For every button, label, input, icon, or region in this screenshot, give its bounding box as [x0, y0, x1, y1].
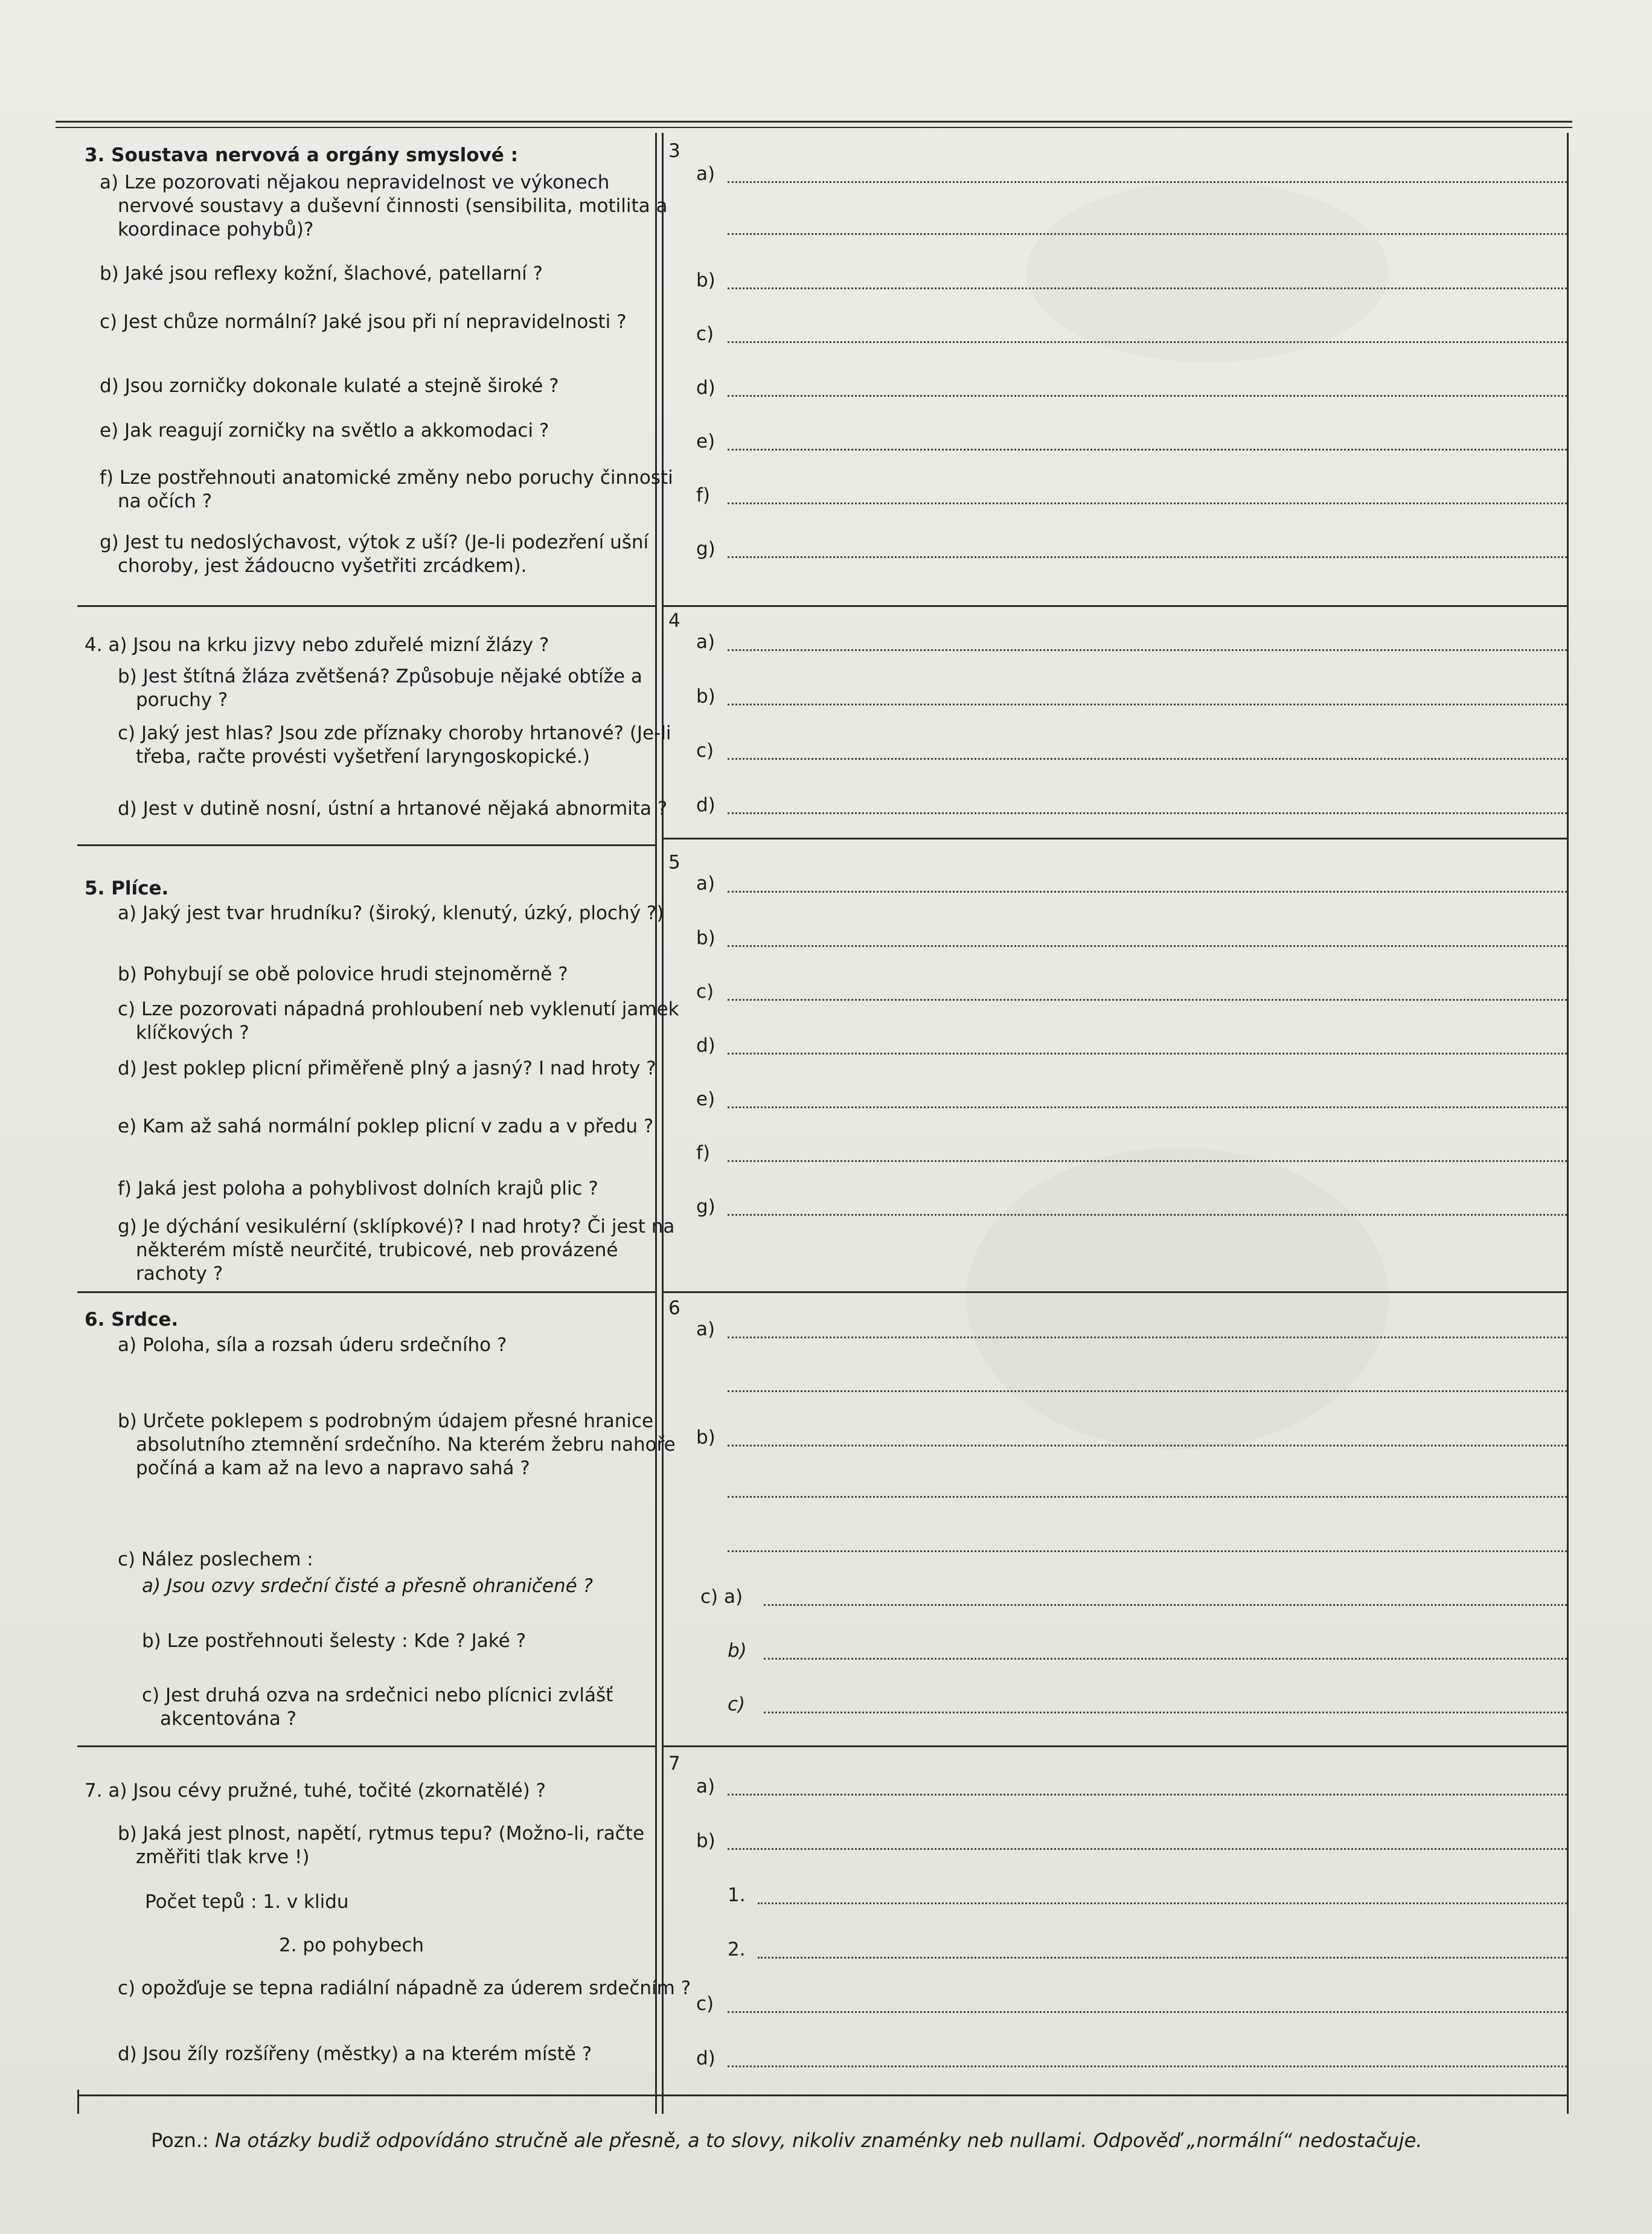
answer-label: b) [696, 685, 716, 707]
divider-right-6-7 [662, 1745, 1567, 1747]
q7c: c) opožďuje se tepna radiální nápadně za úderem srdečním ? [118, 1977, 691, 1999]
answer-label: b) [728, 1640, 747, 1661]
q4c: c) Jaký jest hlas? Jsou zde příznaky choroby hrtanové? (Je-li třeba, račte provésti vyšetření laryngoskopické.) [118, 722, 671, 768]
answer-6a-extra-line[interactable] [728, 1390, 1567, 1392]
q3c: c) Jest chůze normální? Jaké jsou při ní nepravidelnosti ? [100, 311, 627, 333]
answer-label: e) [696, 1088, 716, 1110]
q4b: b) Jest štítná žláza zvětšená? Způsobuje nějaké obtíže a poruchy ? [118, 666, 642, 711]
answer-line[interactable] [764, 1712, 1567, 1713]
answer-line[interactable] [728, 649, 1567, 651]
answer-line[interactable] [728, 395, 1567, 397]
form-right-border [1567, 133, 1569, 2114]
answer-line[interactable] [764, 1604, 1567, 1606]
answer-6b-extra-line-1[interactable] [728, 1496, 1567, 1498]
answer-label: a) [696, 873, 716, 894]
answer-label: b) [696, 1427, 716, 1448]
answer-label: a) [696, 163, 716, 185]
answer-4b[interactable] [667, 685, 1567, 710]
answer-line[interactable] [728, 556, 1567, 558]
answer-label: a) [696, 1776, 716, 1797]
answer-4d[interactable] [667, 794, 1567, 818]
answer-7-pulse-2[interactable] [667, 1939, 1567, 1963]
answer-line[interactable] [728, 758, 1567, 760]
q5b: b) Pohybují se obě polovice hrudi stejnoměrně ? [118, 963, 568, 985]
bottom-left-tick [77, 2090, 79, 2114]
top-rule-thin [56, 127, 1572, 128]
q3b: b) Jaké jsou reflexy kožní, šlachové, patellarní ? [100, 263, 543, 284]
answer-7a[interactable] [667, 1776, 1567, 1800]
answer-6ca[interactable] [667, 1586, 1567, 1610]
answer-3d[interactable] [667, 377, 1567, 401]
answer-label: c) [696, 1993, 714, 2015]
divider-right-3-4 [662, 605, 1567, 607]
q7d: d) Jsou žíly rozšířeny (městky) a na kterém místě ? [118, 2043, 592, 2065]
answer-6cb[interactable] [667, 1640, 1567, 1664]
answer-label: 1. [728, 1884, 746, 1906]
q3a: a) Lze pozorovati nějakou nepravidelnost ve výkonech nervové soustavy a duševní činnosti (sensibilita, motilita a koordinace pohybů)? [100, 172, 668, 240]
q4d: d) Jest v dutině nosní, ústní a hrtanové nějaká abnormita ? [118, 798, 668, 820]
answer-5f[interactable] [667, 1142, 1567, 1166]
answer-line[interactable] [728, 704, 1567, 705]
answer-label: g) [696, 538, 716, 560]
q5g: g) Je dýchání vesikulérní (sklípkové)? I nad hroty? Či jest na některém místě neurčité, trubicové, neb provázené rachoty ? [118, 1216, 675, 1285]
answer-3f[interactable] [667, 484, 1567, 509]
divider-left-4-5 [77, 844, 656, 846]
q6b: b) Určete poklepem s podrobným údajem přesné hranice absolutního ztemnění srdečního. Na kterém žebru nahoře počíná a kam až na levo a napravo sahá ? [118, 1410, 676, 1479]
answer-line[interactable] [728, 181, 1567, 183]
divider-left-6-7 [77, 1745, 656, 1747]
answer-label: b) [696, 927, 716, 949]
answer-line[interactable] [728, 2011, 1567, 2013]
answer-line[interactable] [764, 1658, 1567, 1660]
answer-label: c) a) [700, 1586, 743, 1608]
answer-line[interactable] [728, 1106, 1567, 1108]
answer-5c[interactable] [667, 981, 1567, 1005]
q5f: f) Jaká jest poloha a pohyblivost dolních krajů plic ? [118, 1178, 598, 1199]
answer-5b[interactable] [667, 927, 1567, 951]
answer-3b[interactable] [667, 269, 1567, 294]
q3e: e) Jak reagují zorničky na světlo a akkomodaci ? [100, 420, 549, 441]
answer-label: 2. [728, 1939, 746, 1960]
answer-label: f) [696, 1142, 711, 1164]
section-6-heading: 6. Srdce. [85, 1309, 179, 1330]
q6ca-text: a) Jsou ozvy srdeční čisté a přesně ohraničené ? [142, 1575, 594, 1597]
paper-stain [966, 1147, 1389, 1449]
answer-3a[interactable] [667, 163, 1567, 187]
q6a: a) Poloha, síla a rozsah úderu srdečního ? [118, 1334, 507, 1356]
answer-line[interactable] [758, 1957, 1567, 1959]
q3g: g) Jest tu nedoslýchavost, výtok z uší? (Je-li podezření ušní choroby, jest žádoucno vyšetřiti zrcádkem). [100, 531, 649, 577]
answer-4a[interactable] [667, 631, 1567, 655]
footnote [151, 2129, 1540, 2152]
q5a: a) Jaký jest tvar hrudníku? (široký, klenutý, úzký, plochý ?) [118, 902, 664, 924]
answer-line[interactable] [728, 287, 1567, 289]
answer-line[interactable] [758, 1902, 1567, 1904]
answer-label: d) [696, 377, 716, 399]
q7-pulse-2: 2. po pohybech [279, 1934, 424, 1956]
footnote-text: Na otázky budiž odpovídáno stručně ale přesně, a to slovy, nikoliv znaménky neb nullami. Odpověď „normální“ nedostačuje. [214, 2129, 1423, 2152]
answer-5a[interactable] [667, 873, 1567, 897]
answer-3c[interactable] [667, 323, 1567, 347]
q7a: 7. a) Jsou cévy pružné, tuhé, točité (zkornatělé) ? [85, 1780, 546, 1802]
answer-label: d) [696, 794, 716, 816]
answer-line[interactable] [728, 1848, 1567, 1850]
answer-6a[interactable] [667, 1318, 1567, 1343]
answer-label: d) [696, 2047, 716, 2069]
answer-label: f) [696, 484, 711, 506]
answer-7d[interactable] [667, 2047, 1567, 2072]
q4a: 4. a) Jsou na krku jizvy nebo zduřelé mizní žlázy ? [85, 634, 549, 656]
answer-line[interactable] [728, 502, 1567, 504]
q6cc: c) Jest druhá ozva na srdečnici nebo plícnici zvlášť akcentována ? [142, 1684, 613, 1730]
answer-line[interactable] [728, 1445, 1567, 1446]
q5d: d) Jest poklep plicní přiměřeně plný a jasný? I nad hroty ? [118, 1058, 656, 1079]
answer-label: c) [696, 981, 714, 1003]
answer-line[interactable] [728, 1214, 1567, 1216]
answer-line[interactable] [728, 1160, 1567, 1162]
answer-label: g) [696, 1196, 716, 1218]
q5e: e) Kam až sahá normální poklep plicní v zadu a v předu ? [118, 1115, 654, 1137]
answer-label: b) [696, 269, 716, 291]
answer-line[interactable] [728, 1794, 1567, 1796]
answer-5d[interactable] [667, 1035, 1567, 1059]
answer-label: c) [696, 740, 714, 762]
divider-left-3-4 [77, 605, 656, 607]
answer-6b-extra-line-2[interactable] [728, 1550, 1567, 1552]
answer-label: a) [696, 631, 716, 653]
answer-7-pulse-1[interactable] [667, 1884, 1567, 1908]
answer-section-4-number: 4 [668, 610, 680, 632]
answer-5g[interactable] [667, 1196, 1567, 1220]
q6ca [85, 1574, 716, 1598]
section-5-heading: 5. Plíce. [85, 878, 169, 899]
q6c: c) Nález poslechem : [118, 1549, 313, 1570]
answer-label: c) [728, 1693, 746, 1715]
q7-pulse-1: Počet tepů : 1. v klidu [145, 1891, 349, 1913]
answer-line[interactable] [728, 449, 1567, 451]
answer-line[interactable] [728, 999, 1567, 1001]
answer-5e[interactable] [667, 1088, 1567, 1112]
answer-line[interactable] [728, 945, 1567, 947]
q3f: f) Lze postřehnouti anatomické změny nebo poruchy činnosti na očích ? [100, 467, 673, 512]
answer-section-3-number: 3 [668, 140, 680, 162]
q7b: b) Jaká jest plnost, napětí, rytmus tepu? (Možno-li, račte změřiti tlak krve !) [118, 1823, 645, 1868]
answer-4c[interactable] [667, 740, 1567, 764]
divider-left-5-6 [77, 1291, 656, 1293]
footnote-prefix: Pozn.: [151, 2129, 209, 2152]
answer-3a-extra-line[interactable] [728, 233, 1567, 235]
answer-label: e) [696, 431, 716, 452]
top-rule [56, 121, 1572, 123]
answer-3g[interactable] [667, 538, 1567, 562]
answer-line[interactable] [728, 341, 1567, 343]
q3d: d) Jsou zorničky dokonale kulaté a stejně široké ? [100, 375, 559, 397]
answer-label: a) [696, 1318, 716, 1340]
q5c: c) Lze pozorovati nápadná prohloubení neb vyklenutí jamek klíčkových ? [118, 998, 679, 1044]
answer-label: b) [696, 1830, 716, 1852]
divider-right-4-5 [662, 838, 1567, 839]
answer-line[interactable] [728, 2065, 1567, 2067]
divider-right-5-6 [662, 1291, 1567, 1293]
answer-line[interactable] [728, 1337, 1567, 1338]
divider-bottom [77, 2094, 1567, 2096]
answer-6b[interactable] [667, 1427, 1567, 1451]
answer-section-7-number: 7 [668, 1753, 680, 1774]
answer-7c[interactable] [667, 1993, 1567, 2017]
answer-3e[interactable] [667, 431, 1567, 455]
answer-label: d) [696, 1035, 716, 1056]
answer-line[interactable] [728, 891, 1567, 893]
answer-section-5-number: 5 [668, 852, 680, 873]
answer-line[interactable] [728, 1053, 1567, 1054]
answer-line[interactable] [728, 812, 1567, 814]
answer-6cc[interactable] [667, 1693, 1567, 1718]
q6cb: b) Lze postřehnouti šelesty : Kde ? Jaké ? [142, 1630, 527, 1652]
answer-7b[interactable] [667, 1830, 1567, 1854]
section-3-heading: 3. Soustava nervová a orgány smyslové : [85, 144, 518, 166]
answer-section-6-number: 6 [668, 1297, 680, 1319]
answer-label: c) [696, 323, 714, 345]
